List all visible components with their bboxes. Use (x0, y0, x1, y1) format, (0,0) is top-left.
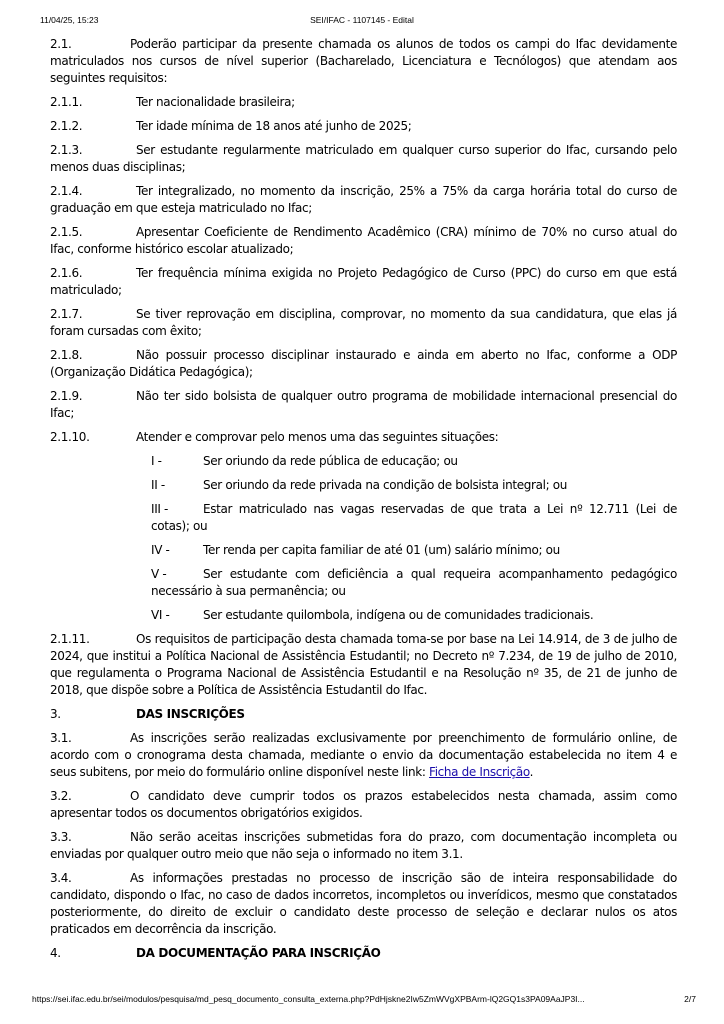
section-title: DAS INSCRIÇÕES (136, 707, 245, 721)
clause-number: 2.1.3. (50, 143, 83, 157)
subitem-text: Ser estudante quilombola, indígena ou de comunidades tradicionais. (203, 608, 594, 622)
clause-text: Ser estudante regularmente matriculado em qualquer curso superior do Ifac, cursando pelo menos duas disciplinas; (50, 143, 677, 174)
clause-text: Não ter sido bolsista de qualquer outro programa de mobilidade internacional presencial do Ifac; (50, 389, 677, 420)
clause-2-1-1 (50, 94, 677, 111)
document-url: https://sei.ifac.edu.br/sei/modulos/pesquisa/md_pesq_documento_consulta_externa.php?PdHjskne2Iw5ZmWVgXPBArm-lQ2GQ1s3PA09AaJP3I... (32, 994, 585, 1004)
subitem-number: IV - (151, 543, 170, 557)
clause-2-1-10 (50, 429, 677, 446)
clause-2-1-11 (50, 631, 677, 699)
clause-number: 3.1. (50, 731, 72, 745)
section-4-heading (50, 945, 677, 962)
print-datetime: 11/04/25, 15:23 (40, 15, 99, 25)
subitem-iii (151, 501, 677, 535)
clause-number: 2.1.5. (50, 225, 83, 239)
registration-form-link[interactable]: Ficha de Inscrição (429, 765, 530, 779)
subitem-text: Ser oriundo da rede privada na condição de bolsista integral; ou (203, 478, 567, 492)
clause-number: 3.3. (50, 830, 72, 844)
subitem-text: Ter renda per capita familiar de até 01 (um) salário mínimo; ou (203, 543, 560, 557)
clause-2-1-6 (50, 265, 677, 299)
document-title: SEI/IFAC - 1107145 - Edital (310, 15, 414, 25)
subitem-i (151, 453, 677, 470)
section-number: 4. (50, 946, 61, 960)
clause-2-1 (50, 36, 677, 87)
clause-text: Poderão participar da presente chamada os alunos de todos os campi do Ifac devidamente matriculados nos cursos de nível superior (Bacharelado, Licenciatura e Tecnólogos) que atendam aos seguintes requisitos: (50, 37, 677, 85)
clause-text-end: . (529, 765, 534, 779)
clause-number: 2.1.4. (50, 184, 83, 198)
subitem-number: II - (151, 478, 165, 492)
clause-3-2 (50, 788, 677, 822)
print-footer (0, 994, 724, 1008)
clause-text: Se tiver reprovação em disciplina, comprovar, no momento da sua candidatura, que elas já foram cursadas com êxito; (50, 307, 677, 338)
clause-number: 2.1.2. (50, 119, 83, 133)
section-number: 3. (50, 707, 61, 721)
subitem-number: V - (151, 567, 167, 581)
subitem-iv (151, 542, 677, 559)
page-number: 2/7 (684, 994, 696, 1004)
clause-2-1-8 (50, 347, 677, 381)
clause-number: 2.1.6. (50, 266, 83, 280)
subitem-ii (151, 477, 677, 494)
clause-2-1-3 (50, 142, 677, 176)
clause-3-3 (50, 829, 677, 863)
clause-text: Não possuir processo disciplinar instaurado e ainda em aberto no Ifac, conforme a ODP (Organização Didática Pedagógica); (50, 348, 677, 379)
subitem-number: I - (151, 454, 162, 468)
section-3-heading (50, 706, 677, 723)
clause-3-1 (50, 730, 677, 781)
document-body (50, 36, 677, 969)
clause-2-1-2 (50, 118, 677, 135)
clause-number: 2.1.1. (50, 95, 83, 109)
print-header (0, 15, 724, 29)
clause-number: 2.1.10. (50, 430, 90, 444)
clause-text: Não serão aceitas inscrições submetidas fora do prazo, com documentação incompleta ou enviadas por qualquer outro meio que não seja o informado no item 3.1. (50, 830, 677, 861)
clause-number: 2.1.11. (50, 632, 90, 646)
subitem-vi (151, 607, 677, 624)
clause-text: Ter nacionalidade brasileira; (136, 95, 295, 109)
clause-number: 2.1.9. (50, 389, 83, 403)
clause-2-1-4 (50, 183, 677, 217)
clause-number: 3.4. (50, 871, 72, 885)
subitem-number: VI - (151, 608, 170, 622)
subitem-text: Ser oriundo da rede pública de educação; ou (203, 454, 458, 468)
clause-number: 3.2. (50, 789, 72, 803)
clause-text: As informações prestadas no processo de inscrição são de inteira responsabilidade do candidato, dispondo o Ifac, no caso de dados incorretos, incompletos ou inverídicos, mesmo que constatados posteriormente, do direito de excluir o candidato deste processo de seleção e declarar nulos os atos praticados em decorrência da inscrição. (50, 871, 677, 936)
subitem-text: Estar matriculado nas vagas reservadas de que trata a Lei nº 12.711 (Lei de cotas); ou (151, 502, 677, 533)
clause-text: Os requisitos de participação desta chamada toma-se por base na Lei 14.914, de 3 de julho de 2024, que institui a Política Nacional de Assistência Estudantil; no Decreto nº 7.234, de 19 de julho de 2010, que regulamenta o Programa Nacional de Assistência Estudantil e na Resolução nº 35, de 21 de junho de 2018, que dispõe sobre a Política de Assistência Estudantil do Ifac. (50, 632, 677, 697)
clause-number: 2.1.7. (50, 307, 83, 321)
section-title: DA DOCUMENTAÇÃO PARA INSCRIÇÃO (136, 946, 381, 960)
clause-number: 2.1.8. (50, 348, 83, 362)
clause-2-1-9 (50, 388, 677, 422)
subitem-number: III - (151, 502, 169, 516)
clause-3-4 (50, 870, 677, 938)
clause-text: Ter integralizado, no momento da inscrição, 25% a 75% da carga horária total do curso de graduação em que esteja matriculado no Ifac; (50, 184, 677, 215)
subitem-v (151, 566, 677, 600)
clause-number: 2.1. (50, 37, 72, 51)
clause-2-1-7 (50, 306, 677, 340)
clause-2-1-5 (50, 224, 677, 258)
subitem-text: Ser estudante com deficiência a qual requeira acompanhamento pedagógico necessário à sua permanência; ou (151, 567, 677, 598)
clause-text: Ter frequência mínima exigida no Projeto Pedagógico de Curso (PPC) do curso em que está matriculado; (50, 266, 677, 297)
clause-text: O candidato deve cumprir todos os prazos estabelecidos nesta chamada, assim como apresentar todos os documentos obrigatórios exigidos. (50, 789, 677, 820)
clause-text: Atender e comprovar pelo menos uma das seguintes situações: (136, 430, 499, 444)
clause-text: Ter idade mínima de 18 anos até junho de 2025; (136, 119, 412, 133)
clause-text: Apresentar Coeficiente de Rendimento Acadêmico (CRA) mínimo de 70% no curso atual do Ifac, conforme histórico escolar atualizado; (50, 225, 677, 256)
clause-text: As inscrições serão realizadas exclusivamente por preenchimento de formulário online, de acordo com o cronograma desta chamada, mediante o envio da documentação estabelecida no item 4 e seus subitens, por meio do formulário online disponível neste link: (50, 731, 677, 779)
